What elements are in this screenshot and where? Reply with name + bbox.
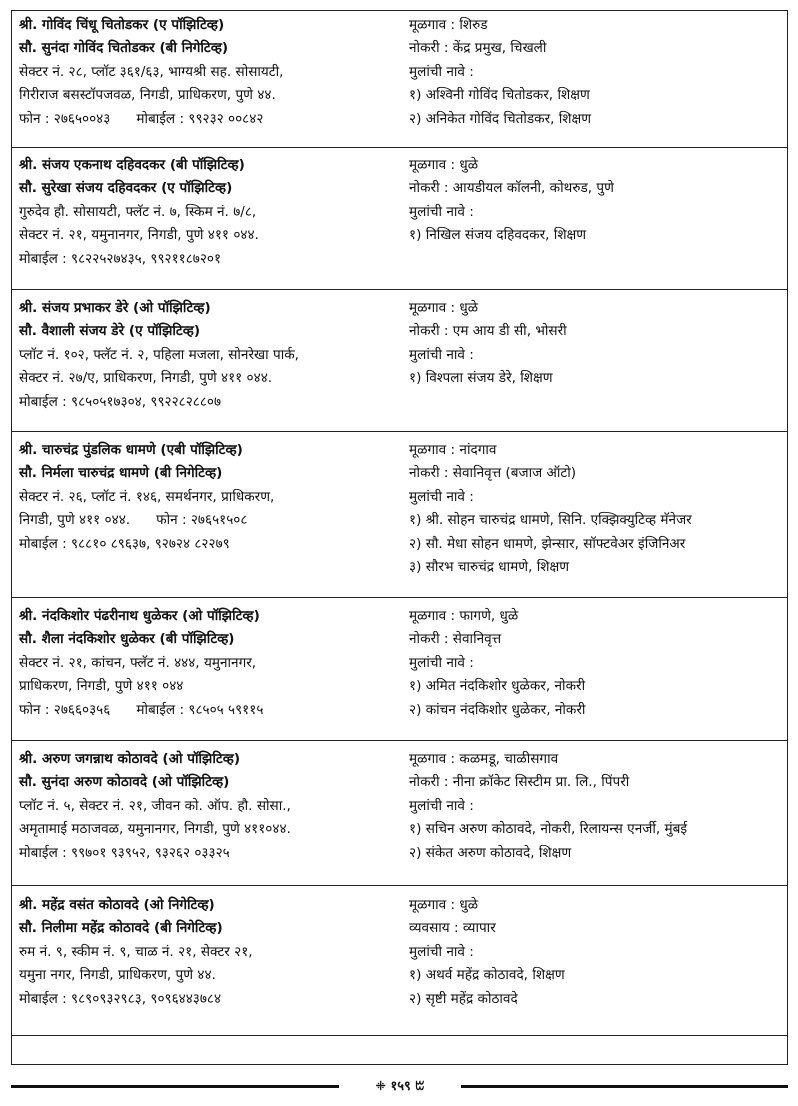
address-line: प्लॉट नं. ५, सेक्टर नं. २१, जीवन को. ऑप. हौ. सोसा.,: [19, 797, 291, 814]
footer-rule-right: [461, 1085, 788, 1088]
occupation: नोकरी : आयडीयल कॉलनी, कोथरुड, पुणे: [409, 180, 614, 197]
couple-details: [19, 894, 409, 1011]
address-line: प्लॉट नं. १०२, फ्लॅट नं. २, पहिला मजला, सोनरेखा पार्क,: [19, 346, 300, 363]
child-name: १) श्री. सोहन चारुचंद्र धामणे, सिनि. एक्झिक्युटिव्ह मॅनेजर: [409, 512, 692, 529]
husband-name: श्री. संजय एकनाथ दहिवदकर (बी पॉझिटिव्ह): [19, 157, 245, 173]
couple-details: [19, 154, 409, 271]
child-name: १) निखिल संजय दहिवदकर, शिक्षण: [409, 227, 587, 244]
occupation: नोकरी : केंद्र प्रमुख, चिखली: [409, 40, 547, 57]
husband-name: श्री. अरुण जगन्नाथ कोठावदे (ओ पॉझिटिव्ह): [19, 751, 241, 767]
directory-sheet: [11, 10, 788, 1065]
child-name: १) सचिन अरुण कोठावदे, नोकरी, रिलायन्स एनर्जी, मुंबई: [409, 821, 688, 838]
native-place: मूळगाव : शिरुड: [409, 17, 488, 33]
address-line: सेक्टर नं. २१, कांचन, फ्लॅट नं. ४४४, यमुनानगर,: [19, 654, 257, 671]
wife-name: सौ. सुरेखा संजय दहिवदकर (ए पॉझिटिव्ह): [19, 180, 233, 197]
husband-name: श्री. नंदकिशोर पंढरीनाथ धुळेकर (ओ पॉझिटिव्ह): [19, 608, 260, 624]
native-place: मूळगाव : धुळे: [409, 157, 479, 173]
husband-name: श्री. संजय प्रभाकर डेरे (ओ पॉझिटिव्ह): [19, 300, 211, 316]
family-entry: [12, 741, 787, 886]
occupation: नोकरी : सेवानिवृत्त: [409, 631, 502, 648]
couple-details: [19, 439, 409, 556]
mobile-number: मोबाईल : ९९२३२ ००८४२: [136, 110, 264, 127]
wife-name: सौ. सुनंदा गोविंद चितोडकर (बी निगेटिव्ह): [19, 40, 229, 57]
native-place: मूळगाव : धुळे: [409, 300, 479, 316]
wife-name: सौ. निर्मला चारुचंद्र धामणे (बी निगेटिव्ह): [19, 465, 223, 482]
husband-name: श्री. चारुचंद्र पुंडलिक धामणे (एबी पॉझिटिव्ह): [19, 442, 243, 458]
address-line: रुम नं. ९, स्कीम नं. ९, चाळ नं. २१, सेक्टर २१,: [19, 943, 253, 960]
child-name: १) अमित नंदकिशोर धुळेकर, नोकरी: [409, 678, 586, 695]
children-label: मुलांची नावे :: [409, 203, 474, 220]
family-details: [409, 605, 787, 722]
mobile-number: मोबाईल : ९८५०५१७३०४, ९९२२८२८८०७: [19, 393, 222, 410]
occupation: व्यवसाय : व्यापार: [409, 920, 496, 937]
address-line: सेक्टर नं. २६, प्लॉट नं. १४६, समर्थनगर, प्राधिकरण,: [19, 488, 275, 505]
contact-line: [19, 509, 409, 532]
children-label: मुलांची नावे :: [409, 797, 474, 814]
couple-details: [19, 605, 409, 722]
family-details: [409, 439, 787, 579]
footer-rule-left: [11, 1085, 339, 1088]
contact-line: [19, 108, 409, 131]
couple-details: [19, 297, 409, 414]
address-line: यमुना नगर, निगडी, प्राधिकरण, पुणे ४४.: [19, 967, 216, 984]
child-name: २) अनिकेत गोविंद चितोडकर, शिक्षण: [409, 110, 592, 127]
mobile-number: मोबाईल : ९८८१० ८९६३७, ९२७२४ ८२२७९: [19, 535, 230, 552]
family-details: [409, 894, 787, 1011]
ornament-right-icon: ꔱ: [415, 1079, 425, 1093]
wife-name: सौ. सुनंदा अरुण कोठावदे (ओ पॉझिटिव्ह): [19, 774, 230, 791]
husband-name: श्री. गोविंद चिंधू चितोडकर (ए पॉझिटिव्ह): [19, 17, 225, 33]
child-name: २) कांचन नंदकिशोर धुळेकर, नोकरी: [409, 701, 586, 718]
contact-line: [19, 699, 409, 722]
family-entry: [12, 290, 787, 432]
native-place: मूळगाव : फागणे, धुळे: [409, 608, 519, 624]
husband-name: श्री. महेंद्र वसंत कोठावदे (ओ निगेटिव्ह): [19, 897, 215, 913]
occupation: नोकरी : नीना क्रॉकेट सिस्टीम प्रा. लि., पिंपरी: [409, 774, 630, 791]
address-line: प्राधिकरण, निगडी, पुणे ४११ ०४४: [19, 678, 184, 695]
address-line: निगडी, पुणे ४११ ०४४.: [19, 512, 131, 529]
page-footer: [11, 1076, 788, 1096]
phone-number: फोन : २७६६०३५६: [19, 701, 111, 718]
native-place: मूळगाव : धुळे: [409, 897, 479, 913]
address-line: गिरीराज बसस्टॉपजवळ, निगडी, प्राधिकरण, पुणे ४४.: [19, 87, 276, 104]
address-line: सेक्टर नं. २७/ए, प्राधिकरण, निगडी, पुणे ४११ ०४४.: [19, 370, 273, 387]
mobile-number: मोबाईल : ९८५०५ ५९११५: [136, 701, 264, 718]
occupation: नोकरी : एम आय डी सी, भोसरी: [409, 323, 567, 340]
couple-details: [19, 14, 409, 131]
empty-entry: [12, 1036, 787, 1064]
mobile-number: मोबाईल : ९८२२५२७४३५, ९९२११८७२०१: [19, 250, 222, 267]
child-name: २) संकेत अरुण कोठावदे, शिक्षण: [409, 844, 572, 861]
family-entry: [12, 886, 787, 1036]
native-place: मूळगाव : कळमडू, चाळीसगाव: [409, 751, 559, 767]
children-label: मुलांची नावे :: [409, 63, 474, 80]
child-name: २) सौ. मेधा सोहन धामणे, झेन्सार, सॉफ्टवेअर इंजिनिअर: [409, 535, 686, 552]
child-name: ३) सौरभ चारुचंद्र धामणे, शिक्षण: [409, 559, 570, 576]
child-name: १) विश्पला संजय डेरे, शिक्षण: [409, 370, 553, 387]
couple-details: [19, 748, 409, 865]
family-entry: [12, 598, 787, 741]
family-entry: [12, 432, 787, 598]
native-place: मूळगाव : नांदगाव: [409, 442, 497, 458]
page-number-block: [339, 1076, 461, 1097]
children-label: मुलांची नावे :: [409, 943, 474, 960]
page-number: १५९: [390, 1079, 411, 1094]
address-line: सेक्टर नं. २१, यमुनानगर, निगडी, पुणे ४११ ०४४.: [19, 227, 259, 244]
children-label: मुलांची नावे :: [409, 346, 474, 363]
family-details: [409, 154, 787, 248]
phone-number: फोन : २७६५००४३: [19, 110, 111, 127]
occupation: नोकरी : सेवानिवृत्त (बजाज ऑटो): [409, 465, 577, 482]
family-details: [409, 14, 787, 131]
address-line: अमृतामाई मठाजवळ, यमुनानगर, निगडी, पुणे ४११०४४.: [19, 821, 291, 838]
child-name: १) अथर्व महेंद्र कोठावदे, शिक्षण: [409, 967, 565, 984]
ornament-left-icon: ꔰ: [375, 1079, 386, 1093]
child-name: १) अश्विनी गोविंद चितोडकर, शिक्षण: [409, 87, 590, 104]
mobile-number: मोबाईल : ९९७०१ ९३९५२, ९३२६२ ०३३२५: [19, 844, 230, 861]
wife-name: सौ. निलीमा महेंद्र कोठावदे (बी निगेटिव्ह): [19, 920, 223, 937]
mobile-number: मोबाईल : ९८९०९३२९८३, ९०९६४४३७८४: [19, 990, 222, 1007]
family-entry: [12, 148, 787, 290]
family-details: [409, 748, 787, 865]
children-label: मुलांची नावे :: [409, 654, 474, 671]
wife-name: सौ. शैला नंदकिशोर धुळेकर (बी पॉझिटिव्ह): [19, 631, 235, 648]
child-name: २) सृष्टी महेंद्र कोठावदे: [409, 990, 518, 1007]
address-line: सेक्टर नं. २८, प्लॉट ३६१/६३, भाग्यश्री सह. सोसायटी,: [19, 63, 284, 80]
children-label: मुलांची नावे :: [409, 488, 474, 505]
address-line: गुरुदेव हौ. सोसायटी, फ्लॅट नं. ७, स्किम नं. ७/८,: [19, 203, 257, 220]
wife-name: सौ. वैशाली संजय डेरे (ए पॉझिटिव्ह): [19, 323, 201, 340]
family-details: [409, 297, 787, 391]
family-entry: [12, 11, 787, 148]
phone-number: फोन : २७६५१५०८: [156, 512, 248, 529]
